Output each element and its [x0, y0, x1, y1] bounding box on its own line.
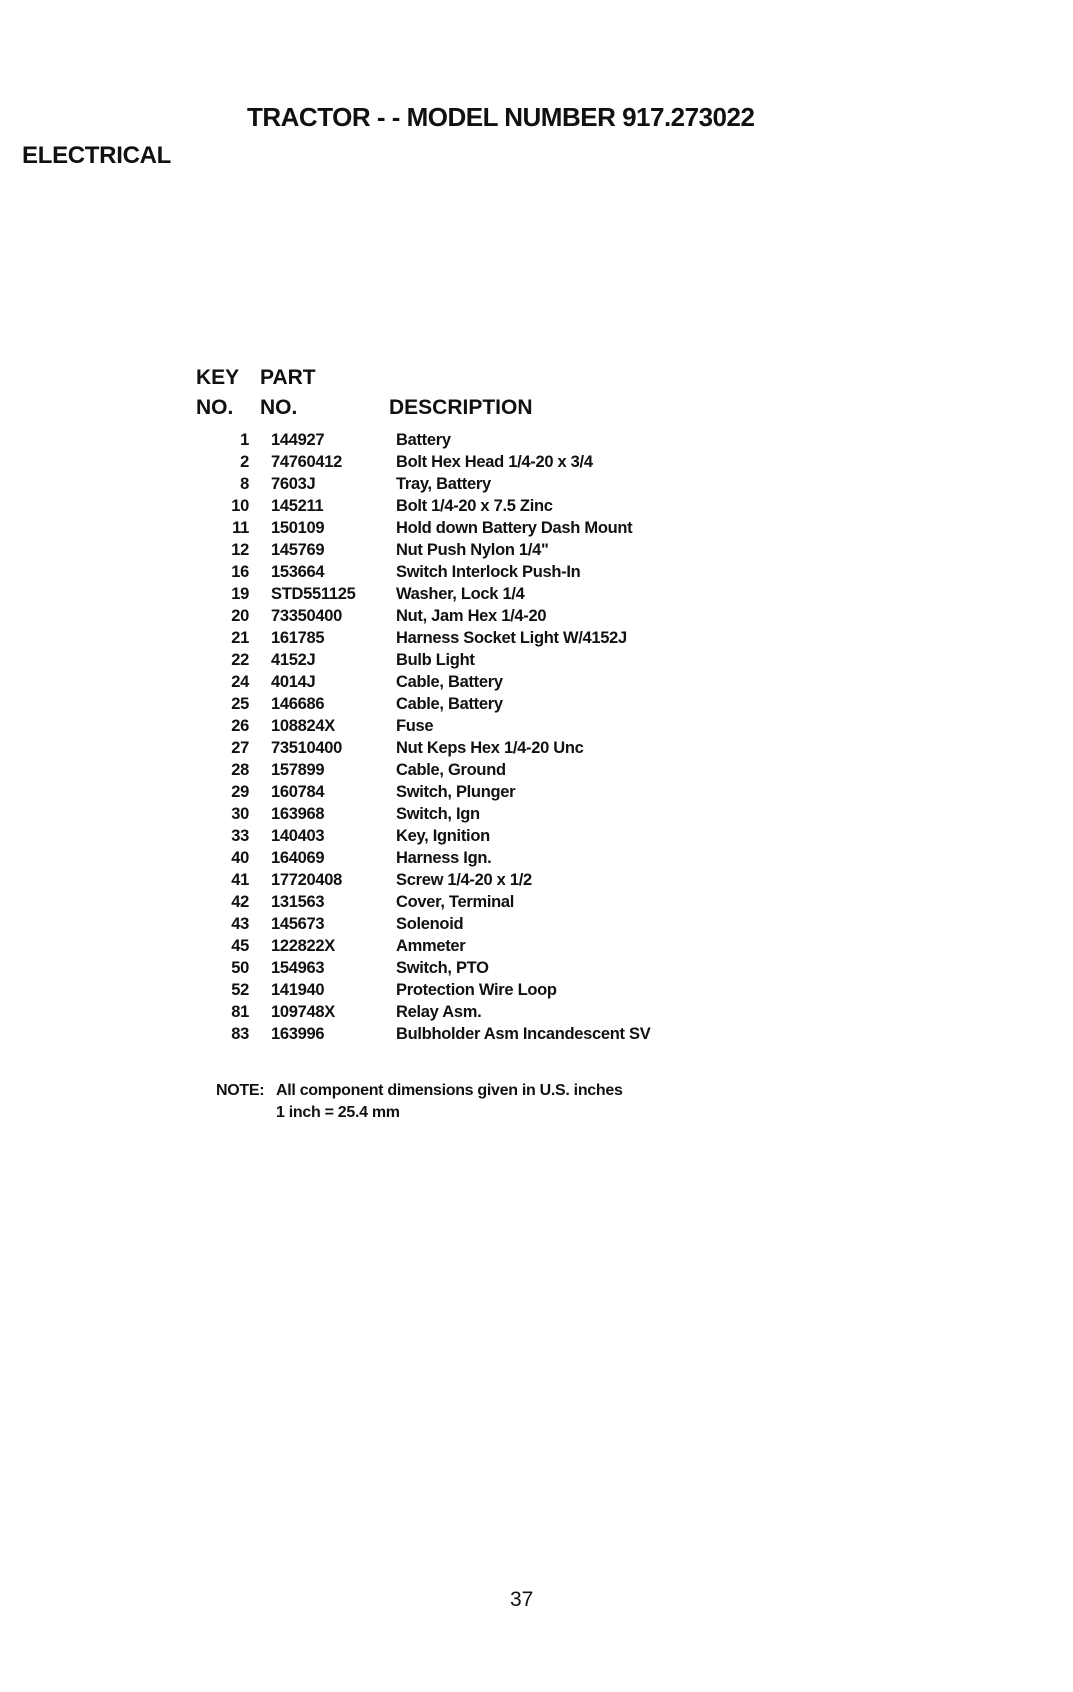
page-number: 37 — [510, 1588, 534, 1611]
part-number: 4152J — [271, 651, 316, 669]
part-number: 145673 — [271, 915, 325, 933]
part-number: 144927 — [271, 431, 325, 449]
part-number: 154963 — [271, 959, 325, 977]
part-description: Fuse — [396, 717, 434, 735]
section-heading: ELECTRICAL — [22, 142, 171, 169]
part-description: Switch, Plunger — [396, 783, 516, 801]
key-number: 42 — [231, 893, 249, 911]
key-number: 1 — [240, 431, 249, 449]
table-row — [196, 1003, 756, 1025]
table-row — [196, 827, 756, 849]
part-description: Protection Wire Loop — [396, 981, 557, 999]
part-number: 150109 — [271, 519, 325, 537]
column-header-key-line1: KEY — [196, 366, 240, 389]
table-row — [196, 1025, 756, 1047]
table-row — [196, 761, 756, 783]
key-number: 10 — [231, 497, 249, 515]
part-number: 164069 — [271, 849, 325, 867]
part-description: Bulb Light — [396, 651, 475, 669]
part-number: 145769 — [271, 541, 325, 559]
key-number: 33 — [231, 827, 249, 845]
part-number: 17720408 — [271, 871, 343, 889]
table-row — [196, 519, 756, 541]
key-number: 21 — [231, 629, 249, 647]
column-header-key-line2: NO. — [196, 396, 234, 419]
part-number: 131563 — [271, 893, 325, 911]
key-number: 16 — [231, 563, 249, 581]
table-row — [196, 981, 756, 1003]
key-number: 30 — [231, 805, 249, 823]
key-number: 12 — [231, 541, 249, 559]
table-row — [196, 871, 756, 893]
table-row — [196, 739, 756, 761]
key-number: 45 — [231, 937, 249, 955]
key-number: 50 — [231, 959, 249, 977]
table-row — [196, 651, 756, 673]
key-number: 11 — [232, 519, 249, 537]
part-number: 161785 — [271, 629, 325, 647]
key-number: 41 — [231, 871, 249, 889]
key-number: 27 — [231, 739, 249, 757]
key-number: 40 — [231, 849, 249, 867]
table-row — [196, 717, 756, 739]
table-row — [196, 431, 756, 453]
part-number: 160784 — [271, 783, 325, 801]
table-row — [196, 607, 756, 629]
table-row — [196, 915, 756, 937]
part-description: Cable, Battery — [396, 695, 503, 713]
part-description: Battery — [396, 431, 451, 449]
part-number: 4014J — [271, 673, 316, 691]
table-row — [196, 563, 756, 585]
key-number: 29 — [231, 783, 249, 801]
part-description: Bulbholder Asm Incandescent SV — [396, 1025, 651, 1043]
key-number: 25 — [231, 695, 249, 713]
part-description: Switch, Ign — [396, 805, 480, 823]
part-number: 146686 — [271, 695, 325, 713]
part-description: Tray, Battery — [396, 475, 491, 493]
part-number: STD551125 — [271, 585, 356, 603]
part-number: 108824X — [271, 717, 335, 735]
key-number: 43 — [231, 915, 249, 933]
table-row — [196, 541, 756, 563]
part-number: 153664 — [271, 563, 325, 581]
key-number: 8 — [240, 475, 249, 493]
part-number: 73510400 — [271, 739, 343, 757]
part-number: 163996 — [271, 1025, 325, 1043]
note-text-line1: All component dimensions given in U.S. inches — [276, 1082, 623, 1099]
page-title: TRACTOR - - MODEL NUMBER 917.273022 — [247, 102, 755, 132]
part-number: 74760412 — [271, 453, 343, 471]
part-number: 145211 — [271, 497, 324, 515]
table-row — [196, 893, 756, 915]
part-description: Nut, Jam Hex 1/4-20 — [396, 607, 547, 625]
table-row — [196, 673, 756, 695]
part-description: Nut Push Nylon 1/4" — [396, 541, 549, 559]
part-description: Nut Keps Hex 1/4-20 Unc — [396, 739, 584, 757]
part-description: Cover, Terminal — [396, 893, 515, 911]
table-row — [196, 453, 756, 475]
table-row — [196, 849, 756, 871]
key-number: 83 — [231, 1025, 249, 1043]
part-number: 73350400 — [271, 607, 343, 625]
key-number: 28 — [231, 761, 249, 779]
note-label: NOTE: — [216, 1082, 265, 1099]
part-description: Switch Interlock Push-In — [396, 563, 581, 581]
part-description: Ammeter — [396, 937, 466, 955]
key-number: 52 — [231, 981, 249, 999]
column-header-part-line2: NO. — [260, 396, 298, 419]
table-row — [196, 497, 756, 519]
key-number: 22 — [231, 651, 249, 669]
part-description: Screw 1/4-20 x 1/2 — [396, 871, 532, 889]
table-row — [196, 937, 756, 959]
key-number: 20 — [231, 607, 249, 625]
part-description: Bolt Hex Head 1/4-20 x 3/4 — [396, 453, 593, 471]
table-row — [196, 629, 756, 651]
part-description: Harness Socket Light W/4152J — [396, 629, 627, 647]
part-number: 122822X — [271, 937, 335, 955]
table-row — [196, 959, 756, 981]
part-description: Key, Ignition — [396, 827, 490, 845]
part-description: Harness Ign. — [396, 849, 492, 867]
part-number: 141940 — [271, 981, 325, 999]
part-number: 7603J — [271, 475, 316, 493]
table-row — [196, 783, 756, 805]
parts-list — [196, 431, 756, 1047]
key-number: 2 — [240, 453, 249, 471]
key-number: 26 — [231, 717, 249, 735]
key-number: 81 — [231, 1003, 249, 1021]
part-description: Bolt 1/4-20 x 7.5 Zinc — [396, 497, 553, 515]
part-description: Switch, PTO — [396, 959, 489, 977]
part-number: 140403 — [271, 827, 325, 845]
part-description: Washer, Lock 1/4 — [396, 585, 525, 603]
part-description: Cable, Battery — [396, 673, 503, 691]
part-description: Solenoid — [396, 915, 464, 933]
key-number: 24 — [231, 673, 249, 691]
column-header-description: DESCRIPTION — [389, 396, 533, 419]
part-description: Cable, Ground — [396, 761, 506, 779]
part-number: 157899 — [271, 761, 325, 779]
table-row — [196, 475, 756, 497]
part-description: Hold down Battery Dash Mount — [396, 519, 633, 537]
column-header-part-line1: PART — [260, 366, 316, 389]
table-row — [196, 695, 756, 717]
part-number: 109748X — [271, 1003, 335, 1021]
part-number: 163968 — [271, 805, 325, 823]
note-text-line2: 1 inch = 25.4 mm — [276, 1104, 400, 1121]
part-description: Relay Asm. — [396, 1003, 482, 1021]
table-row — [196, 585, 756, 607]
key-number: 19 — [231, 585, 249, 603]
table-row — [196, 805, 756, 827]
